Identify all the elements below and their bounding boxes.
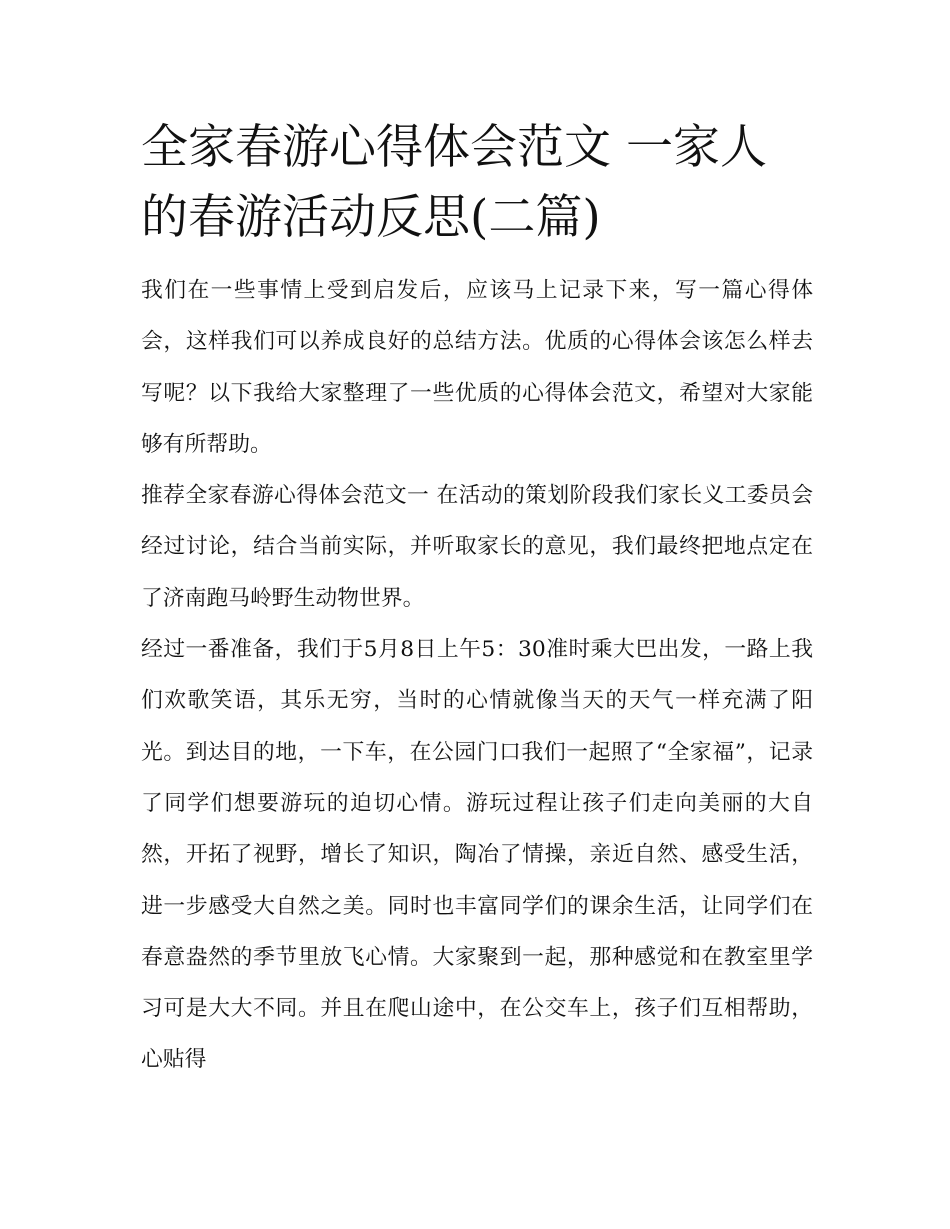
intro-paragraph: 我们在一些事情上受到启发后，应该马上记录下来，写一篇心得体会，这样我们可以养成良好的总结方法。优质的心得体会该怎么样去写呢？以下我给大家整理了一些优质的心得体会范文，希望对大家能够有所帮助。 [141, 278, 813, 457]
document-title: 全家春游心得体会范文 一家人的春游活动反思(二篇) [141, 120, 767, 245]
document-page [141, 113, 813, 1086]
trip-paragraph: 经过一番准备，我们于5月8日上午5：30准时乘大巴出发，一路上我们欢歌笑语，其乐无穷，当时的心情就像当天的天气一样充满了阳光。到达目的地，一下车，在公园门口我们一起照了“全家福”，记录了同学们想要游玩的迫切心情。游玩过程让孩子们走向美丽的大自然，开拓了视野，增长了知识，陶冶了情操，亲近自然、感受生活，进一步感受大自然之美。同时也丰富同学们的课余生活，让同学们在春意盎然的季节里放飞心情。大家聚到一起，那种感觉和在教室里学习可是大大不同。并且在爬山途中，在公交车上，孩子们互相帮助，心贴得 [141, 637, 813, 1073]
recommendation-paragraph: 推荐全家春游心得体会范文一 在活动的策划阶段我们家长义工委员会经过讨论，结合当前实际，并听取家长的意见，我们最终把地点定在了济南跑马岭野生动物世界。 [141, 483, 813, 611]
